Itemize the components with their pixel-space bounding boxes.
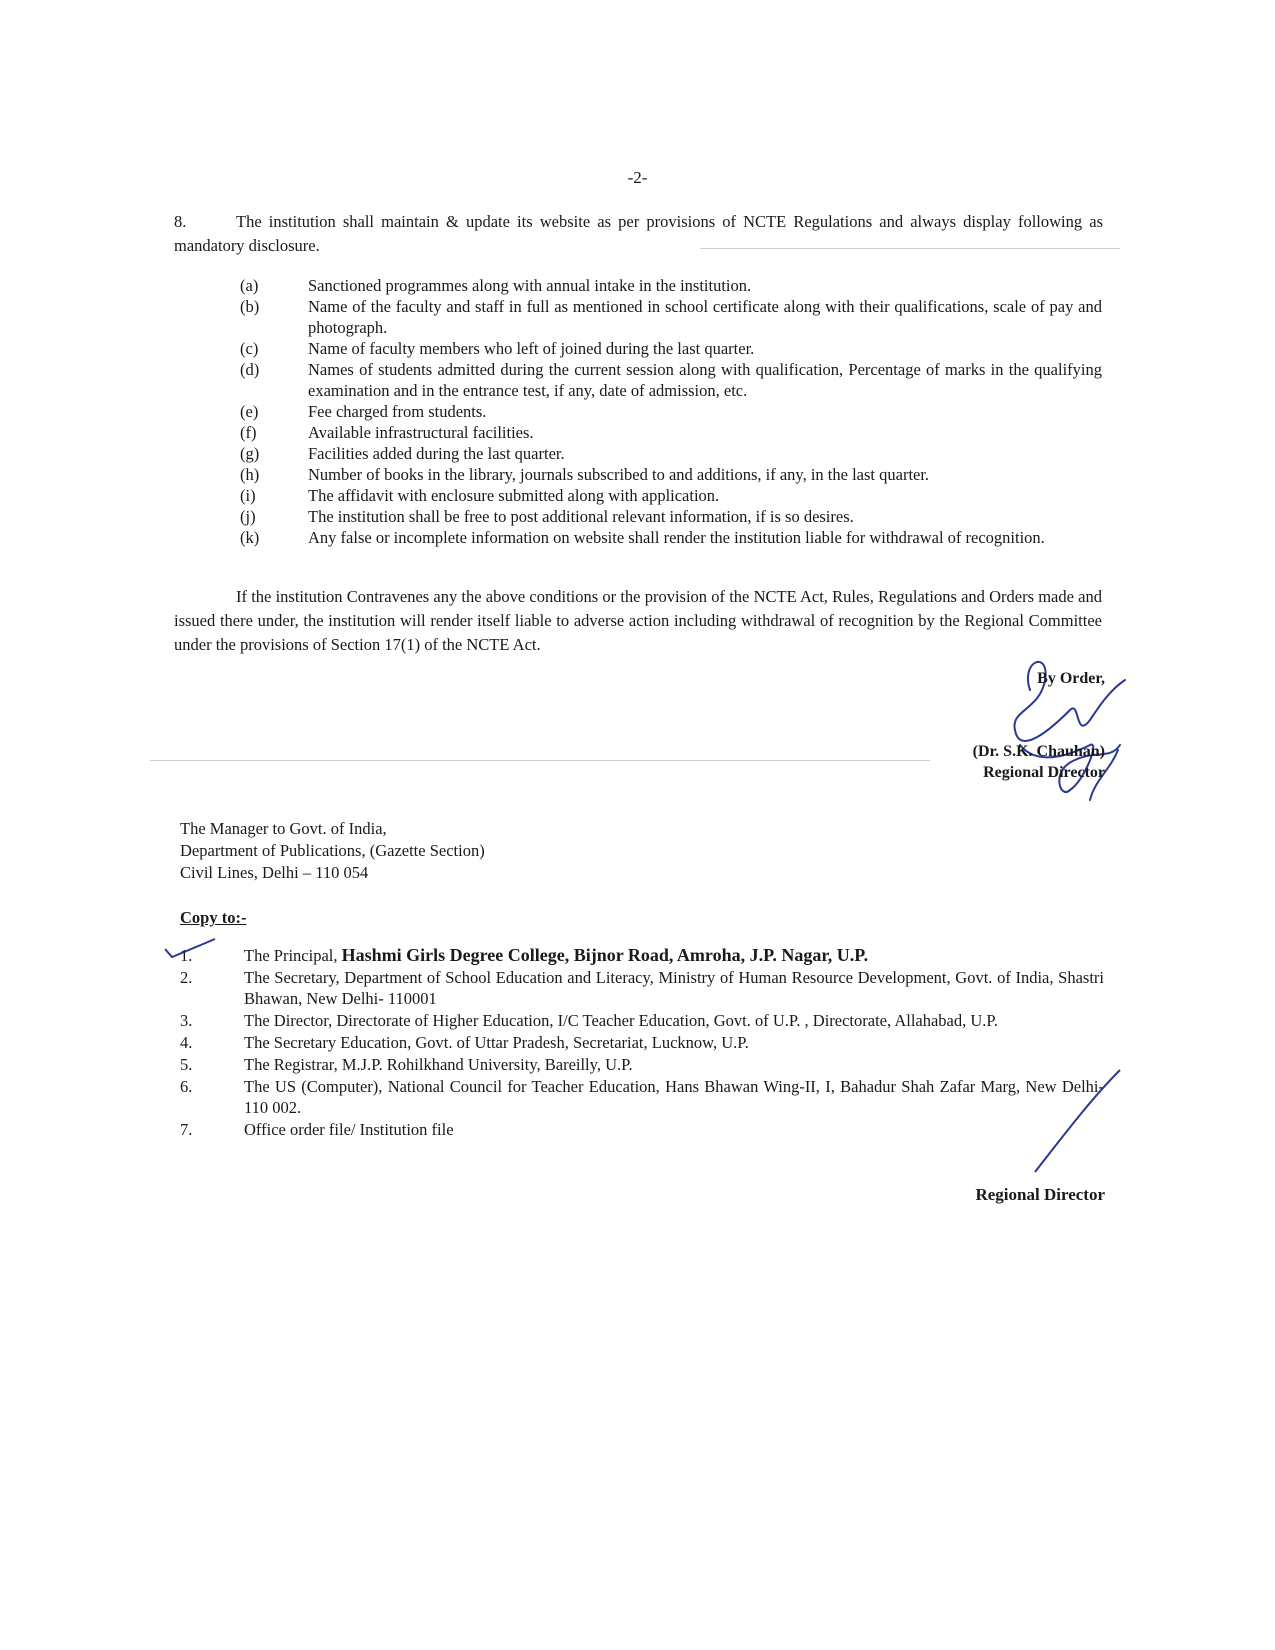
disclosure-list bbox=[240, 275, 1102, 548]
disclosure-item bbox=[240, 485, 1102, 506]
clause-8 bbox=[174, 210, 1103, 258]
addressee-line: Department of Publications, (Gazette Section) bbox=[180, 841, 485, 860]
disclosure-item bbox=[240, 422, 1102, 443]
disclosure-item bbox=[240, 506, 1102, 527]
copy-to-item bbox=[180, 1076, 1104, 1118]
clause-number: 8. bbox=[174, 212, 187, 231]
copy-to-detail: The Registrar, M.J.P. Rohilkhand University, Bareilly, U.P. bbox=[244, 1055, 633, 1074]
copy-to-prefix: The Principal, bbox=[244, 946, 342, 965]
disclosure-item bbox=[240, 401, 1102, 422]
disclosure-item bbox=[240, 464, 1102, 485]
by-order: By Order, bbox=[1037, 670, 1105, 687]
disclosure-label: (k) bbox=[240, 528, 260, 547]
copy-to-item bbox=[180, 1032, 1104, 1053]
clause-text: The institution shall maintain & update its website as per provisions of NCTE Regulations and always display following as mandatory disclosure. bbox=[174, 212, 1103, 255]
copy-to-number: 2. bbox=[180, 968, 193, 987]
disclosure-text: The institution shall be free to post additional relevant information, if is so desires. bbox=[308, 507, 854, 526]
copy-to-list bbox=[180, 945, 1104, 1141]
disclosure-text: Facilities added during the last quarter. bbox=[308, 444, 565, 463]
disclosure-text: Any false or incomplete information on website shall render the institution liable for withdrawal of recognition. bbox=[308, 528, 1045, 547]
copy-to-detail: The Secretary Education, Govt. of Uttar Pradesh, Secretariat, Lucknow, U.P. bbox=[244, 1033, 749, 1052]
copy-to-number: 3. bbox=[180, 1011, 193, 1030]
disclosure-item bbox=[240, 338, 1102, 359]
copy-to-item bbox=[180, 1054, 1104, 1075]
disclosure-label: (g) bbox=[240, 444, 260, 463]
disclosure-item bbox=[240, 527, 1102, 548]
disclosure-text: Name of the faculty and staff in full as mentioned in school certificate along with their qualifications, scale of pay and photograph. bbox=[308, 297, 1102, 337]
copy-to-text bbox=[244, 1054, 1104, 1075]
addressee-line: Civil Lines, Delhi – 110 054 bbox=[180, 863, 369, 882]
disclosure-label: (j) bbox=[240, 507, 256, 526]
disclosure-label: (e) bbox=[240, 402, 259, 421]
disclosure-item bbox=[240, 443, 1102, 464]
disclosure-text: Sanctioned programmes along with annual intake in the institution. bbox=[308, 276, 752, 295]
copy-to-heading: Copy to:- bbox=[180, 908, 247, 927]
disclosure-text: Name of faculty members who left of joined during the last quarter. bbox=[308, 339, 755, 358]
disclosure-label: (a) bbox=[240, 276, 259, 295]
copy-to-text bbox=[244, 1032, 1104, 1053]
copy-to-detail: Office order file/ Institution file bbox=[244, 1120, 454, 1139]
disclosure-text: Number of books in the library, journals subscribed to and additions, if any, in the last quarter. bbox=[308, 465, 930, 484]
disclosure-label: (c) bbox=[240, 339, 259, 358]
copy-to-item bbox=[180, 1010, 1104, 1031]
disclosure-text: The affidavit with enclosure submitted along with application. bbox=[308, 486, 720, 505]
disclosure-item bbox=[240, 275, 1102, 296]
copy-to-number: 7. bbox=[180, 1120, 193, 1139]
addressee-block bbox=[180, 818, 780, 884]
copy-to-number: 5. bbox=[180, 1055, 193, 1074]
disclosure-text: Fee charged from students. bbox=[308, 402, 487, 421]
disclosure-label: (f) bbox=[240, 423, 257, 442]
signatory-title: Regional Director bbox=[983, 764, 1105, 781]
disclosure-text: Names of students admitted during the current session along with qualification, Percentage of marks in the qualifying examination and in the entrance test, if any, date of admission, etc. bbox=[308, 360, 1102, 400]
scan-line bbox=[150, 760, 930, 761]
disclosure-item bbox=[240, 296, 1102, 338]
scan-line bbox=[700, 248, 1120, 249]
copy-to-item bbox=[180, 945, 1104, 966]
copy-to-item bbox=[180, 1119, 1104, 1140]
signatory-block bbox=[940, 668, 1105, 783]
copy-to-item bbox=[180, 967, 1104, 1009]
closing-paragraph: If the institution Contravenes any the above conditions or the provision of the NCTE Act, Rules, Regulations and Orders made and issued there under, the institution will render itself liable to adverse action including withdrawal of recognition by the Regional Committee under the provisions of Section 17(1) of the NCTE Act. bbox=[174, 587, 1102, 654]
disclosure-item bbox=[240, 359, 1102, 401]
copy-to-recipient: Hashmi Girls Degree College, Bijnor Road, Amroha, J.P. Nagar, U.P. bbox=[341, 945, 869, 965]
copy-to-number: 6. bbox=[180, 1077, 193, 1096]
copy-to-text bbox=[244, 1010, 1104, 1031]
disclosure-label: (i) bbox=[240, 486, 256, 505]
copy-to-text bbox=[244, 945, 1104, 966]
addressee-line: The Manager to Govt. of India, bbox=[180, 819, 387, 838]
copy-to-number: 1. bbox=[180, 946, 193, 965]
copy-to-text bbox=[244, 1119, 1104, 1140]
disclosure-label: (d) bbox=[240, 360, 260, 379]
copy-to-detail: The Director, Directorate of Higher Education, I/C Teacher Education, Govt. of U.P. , Directorate, Allahabad, U.P. bbox=[244, 1011, 998, 1030]
copy-to-text bbox=[244, 967, 1104, 1009]
copy-to-number: 4. bbox=[180, 1033, 193, 1052]
signatory-name: (Dr. S.K. Chauhan) bbox=[972, 743, 1105, 760]
final-signatory: Regional Director bbox=[975, 1185, 1105, 1204]
signature-mark bbox=[1000, 1060, 1130, 1180]
copy-to-text bbox=[244, 1076, 1104, 1118]
disclosure-label: (h) bbox=[240, 465, 260, 484]
disclosure-text: Available infrastructural facilities. bbox=[308, 423, 534, 442]
copy-to-detail: The US (Computer), National Council for Teacher Education, Hans Bhawan Wing-II, I, Bahadur Shah Zafar Marg, New Delhi- 110 002. bbox=[244, 1077, 1104, 1117]
disclosure-label: (b) bbox=[240, 297, 260, 316]
copy-to-detail: The Secretary, Department of School Education and Literacy, Ministry of Human Resource Development, Govt. of India, Shastri Bhawan, New Delhi- 110001 bbox=[244, 968, 1104, 1008]
page-number: -2- bbox=[627, 168, 648, 187]
